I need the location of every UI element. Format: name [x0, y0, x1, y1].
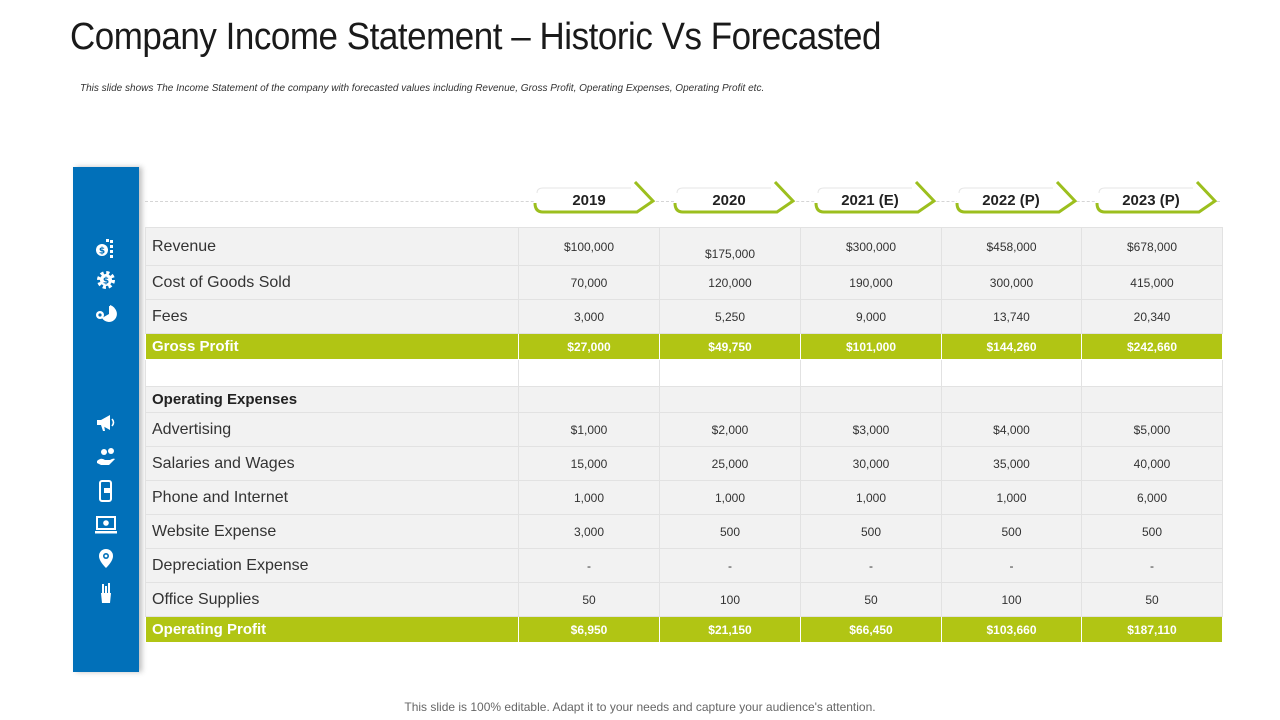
year-label: 2019 [572, 191, 606, 209]
mobile-phone-icon [93, 480, 119, 502]
cell-value [660, 360, 801, 387]
cell-value: 415,000 [1082, 266, 1223, 300]
cell-value: $100,000 [519, 228, 660, 266]
cell-value: - [942, 549, 1082, 583]
year-header-2023 [1095, 181, 1219, 221]
row-depreciation-expense [146, 549, 1223, 583]
money-bags-icon [93, 237, 119, 259]
cell-value: 25,000 [660, 447, 801, 481]
cell-value: $678,000 [1082, 228, 1223, 266]
cell-value: 1,000 [660, 481, 801, 515]
pencil-cup-icon [93, 582, 119, 604]
row-fees [146, 300, 1223, 334]
row-website-expense [146, 515, 1223, 549]
cell-value: 3,000 [519, 300, 660, 334]
row-label: Salaries and Wages [146, 447, 519, 481]
cell-value: 100 [660, 583, 801, 617]
year-header-2020 [673, 181, 797, 221]
row-spacer [146, 360, 1223, 387]
row-gross-profit [146, 334, 1223, 360]
year-label: 2023 (P) [1122, 191, 1180, 209]
cell-value [519, 360, 660, 387]
cell-value: 70,000 [519, 266, 660, 300]
year-header-2021 [814, 181, 938, 221]
cell-value: $4,000 [942, 413, 1082, 447]
laptop-gear-icon [93, 514, 119, 536]
row-phone-internet [146, 481, 1223, 515]
cell-value: 5,250 [660, 300, 801, 334]
cell-value: $2,000 [660, 413, 801, 447]
location-pin-icon [93, 548, 119, 570]
row-label: Gross Profit [146, 334, 519, 360]
cell-value: 9,000 [801, 300, 942, 334]
cell-value: 1,000 [801, 481, 942, 515]
cell-value [942, 387, 1082, 413]
row-advertising [146, 413, 1223, 447]
cell-value: 190,000 [801, 266, 942, 300]
cell-value: - [801, 549, 942, 583]
cell-value: 6,000 [1082, 481, 1223, 515]
row-office-supplies [146, 583, 1223, 617]
icon-sidebar [73, 167, 139, 672]
cell-value: $3,000 [801, 413, 942, 447]
pie-chart-coin-icon [93, 303, 119, 325]
cell-value: 1,000 [519, 481, 660, 515]
cell-value: $103,660 [942, 617, 1082, 643]
footer-note: This slide is 100% editable. Adapt it to your needs and capture your audience's attention. [404, 700, 876, 714]
row-operating-expenses-header [146, 387, 1223, 413]
row-label: Phone and Internet [146, 481, 519, 515]
row-revenue [146, 228, 1223, 266]
cell-value: 500 [1082, 515, 1223, 549]
row-label: Cost of Goods Sold [146, 266, 519, 300]
cell-value: 50 [801, 583, 942, 617]
cell-value: $21,150 [660, 617, 801, 643]
cell-value [519, 387, 660, 413]
cell-value: - [660, 549, 801, 583]
cell-value [801, 360, 942, 387]
cell-value: $175,000 [660, 228, 801, 266]
cell-value: $5,000 [1082, 413, 1223, 447]
year-header-2022 [955, 181, 1079, 221]
cell-value: 30,000 [801, 447, 942, 481]
year-label: 2020 [712, 191, 746, 209]
cell-value [660, 387, 801, 413]
cell-value: 15,000 [519, 447, 660, 481]
cell-value: 500 [942, 515, 1082, 549]
cell-value: 40,000 [1082, 447, 1223, 481]
row-label: Operating Profit [146, 617, 519, 643]
cell-value [942, 360, 1082, 387]
gear-dollar-icon [93, 269, 119, 291]
cell-value: 500 [660, 515, 801, 549]
cell-value [801, 387, 942, 413]
cell-value: $6,950 [519, 617, 660, 643]
income-statement-table [145, 227, 1223, 643]
svg-text:$: $ [102, 276, 110, 287]
cell-value: $1,000 [519, 413, 660, 447]
hand-coins-icon [93, 446, 119, 468]
cell-value: $458,000 [942, 228, 1082, 266]
page-subtitle: This slide shows The Income Statement of the company with forecasted values including Revenue, Gross Profit, Operating Expenses, Operating Profit etc. [80, 83, 765, 94]
cell-value: - [519, 549, 660, 583]
row-label: Revenue [146, 228, 519, 266]
year-label: 2021 (E) [841, 191, 899, 209]
row-label: Website Expense [146, 515, 519, 549]
row-cogs [146, 266, 1223, 300]
cell-value: $144,260 [942, 334, 1082, 360]
cell-value: $101,000 [801, 334, 942, 360]
row-label: Office Supplies [146, 583, 519, 617]
row-label [146, 360, 519, 387]
year-header-2019 [533, 181, 657, 221]
svg-text:$: $ [98, 246, 106, 257]
cell-value: 20,340 [1082, 300, 1223, 334]
cell-value: 13,740 [942, 300, 1082, 334]
cell-value: 1,000 [942, 481, 1082, 515]
page-title: Company Income Statement – Historic Vs Forecasted [70, 16, 882, 58]
cell-value: 500 [801, 515, 942, 549]
cell-value: $49,750 [660, 334, 801, 360]
cell-value [1082, 360, 1223, 387]
cell-value: 100 [942, 583, 1082, 617]
cell-value: 3,000 [519, 515, 660, 549]
cell-value: 300,000 [942, 266, 1082, 300]
section-label: Operating Expenses [146, 387, 519, 413]
row-salaries-wages [146, 447, 1223, 481]
cell-value: 35,000 [942, 447, 1082, 481]
cell-value: 50 [1082, 583, 1223, 617]
cell-value: 50 [519, 583, 660, 617]
cell-value: $187,110 [1082, 617, 1223, 643]
cell-value: - [1082, 549, 1223, 583]
row-label: Fees [146, 300, 519, 334]
row-label: Depreciation Expense [146, 549, 519, 583]
cell-value: 120,000 [660, 266, 801, 300]
cell-value: $242,660 [1082, 334, 1223, 360]
cell-value: $27,000 [519, 334, 660, 360]
megaphone-icon [93, 412, 119, 434]
row-operating-profit [146, 617, 1223, 643]
cell-value [1082, 387, 1223, 413]
year-label: 2022 (P) [982, 191, 1040, 209]
row-label: Advertising [146, 413, 519, 447]
cell-value: $300,000 [801, 228, 942, 266]
cell-value: $66,450 [801, 617, 942, 643]
